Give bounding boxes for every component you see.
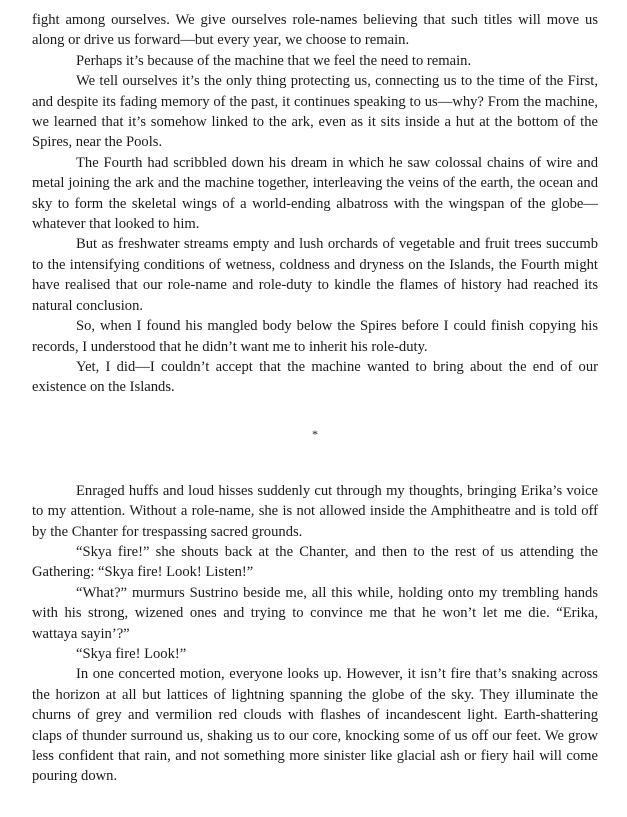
paragraph: “What?” murmurs Sustrino beside me, all this while, holding onto my trembling hands with his strong, wizened ones and trying to convince me that he won’t let me die. “Erika, wattaya sayin’?”: [32, 584, 598, 642]
document-page: [32, 10, 598, 787]
paragraph: Yet, I did—I couldn’t accept that the machine wanted to bring about the end of our existence on the Islands.: [32, 358, 598, 396]
paragraph: “Skya fire!” she shouts back at the Chanter, and then to the rest of us attending the Gathering: “Skya fire! Look! Listen!”: [32, 543, 598, 581]
paragraph: We tell ourselves it’s the only thing protecting us, connecting us to the time of the First, and despite its fading memory of the past, it continues speaking to us—why? From the machine, we learned that it’s somehow linked to the ark, even as it sits inside a hut at the bottom of the Spires, near the Pools.: [32, 73, 598, 151]
section-break-asterisk: *: [312, 426, 318, 441]
paragraph: So, when I found his mangled body below the Spires before I could finish copying his records, I understood that he didn’t want me to inherit his role-duty.: [32, 318, 598, 355]
paragraph: The Fourth had scribbled down his dream in which he saw colossal chains of wire and metal joining the ark and the machine together, interleaving the veins of the earth, the ocean and sky to form the skeletal wings of a world-ending albatross with the wingspan of the globe—whatever that looked to him.: [32, 154, 598, 233]
paragraph: “Skya fire! Look!”: [76, 645, 187, 662]
section-2: [32, 481, 598, 787]
paragraph: In one concerted motion, everyone looks up. However, it isn’t fire that’s snaking across the horizon at all but lattices of lightning spanning the globe of the sky. They illuminate the churns of grey and vermilion red clouds with flashes of incandescent light. Earth-shattering claps of thunder surround us, shaking us to our core, knocking some of us off our feet. We grow less confident that rain, and not something more sinister like glacial ash or fiery hail will come pouring down.: [32, 666, 598, 785]
paragraph: fight among ourselves. We give ourselves role-names believing that such titles will move us along or drive us forward—but every year, we choose to remain.: [32, 12, 598, 49]
paragraph: But as freshwater streams empty and lush orchards of vegetable and fruit trees succumb to the intensifying conditions of wetness, coldness and dryness on the Islands, the Fourth might have realised that our role-name and role-duty to kindle the flames of history had reached its natural conclusion.: [32, 236, 598, 314]
paragraph: Enraged huffs and loud hisses suddenly cut through my thoughts, bringing Erika’s voice to my attention. Without a role-name, she is not allowed inside the Amphitheatre and is told off by the Chanter for trespassing sacred grounds.: [32, 482, 598, 540]
paragraph: Perhaps it’s because of the machine that we feel the need to remain.: [76, 52, 472, 69]
section-1: [32, 10, 598, 398]
